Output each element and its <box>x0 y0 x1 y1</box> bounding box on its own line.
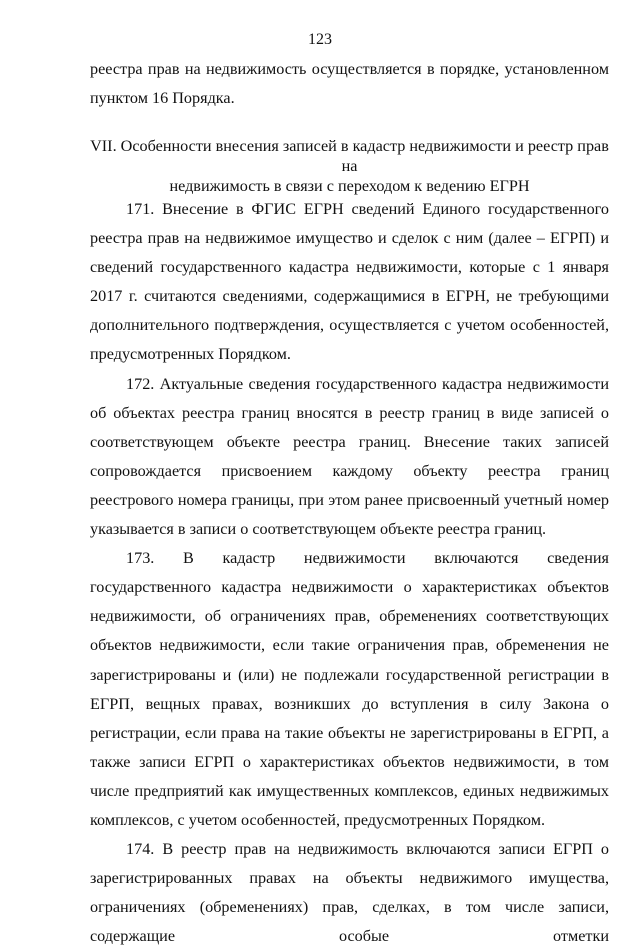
paragraph-172: 172. Актуальные сведения государственного кадастра недвижимости об объектах реестра границ вносятся в реестр границ в виде записей о соответствующем объекте реестра границ. Внесение таких записей сопровождается присвоением каждому объекту реестра границ реестрового номера границы, при этом ранее присвоенный учетный номер указывается в записи о соответствующем объекте реестра границ. <box>90 374 609 539</box>
section-heading <box>90 136 609 196</box>
paragraph-list <box>90 195 609 951</box>
paragraph-173: 173. В кадастр недвижимости включаются сведения государственного кадастра недвижимости о характеристиках объектов недвижимости, об ограничениях прав, обременениях соответствующих объектов недвижимости, если такие ограничения прав, обременения не зарегистрированы и (или) не подлежали государственной регистрации в ЕГРП, вещных правах, возникших до вступления в силу Закона о регистрации, если права на такие объекты не зарегистрированы в ЕГРП, а также записи ЕГРП о характеристиках объектов недвижимости, в том числе предприятий как имущественных комплексов, единых недвижимых комплексов, с учетом особенностей, предусмотренных Порядком. <box>90 549 609 829</box>
paragraph-174: 174. В реестр прав на недвижимость включаются записи ЕГРП о зарегистрированных правах на объекты недвижимого имущества, ограничениях (обременениях) прав, сделках, в том числе записи, содержащие особые отметки <box>90 840 609 946</box>
section-heading-line-2: недвижимость в связи с переходом к ведению ЕГРН <box>169 177 530 195</box>
paragraph-171: 171. Внесение в ФГИС ЕГРН сведений Единого государственного реестра прав на недвижимое имущество и сделок с ним (далее – ЕГРП) и сведений государственного кадастра недвижимости, которые с 1 января 2017 г. считаются сведениями, содержащимися в ЕГРН, не требующими дополнительного подтверждения, осуществляется с учетом особенностей, предусмотренных Порядком. <box>90 200 609 364</box>
continuation-paragraph <box>90 55 609 113</box>
page-number: 123 <box>308 31 332 48</box>
section-heading-line-1: VII. Особенности внесения записей в кадастр недвижимости и реестр прав на <box>90 137 609 175</box>
continuation-text: реестра прав на недвижимость осуществляется в порядке, установленном пунктом 16 Порядка. <box>90 60 609 108</box>
